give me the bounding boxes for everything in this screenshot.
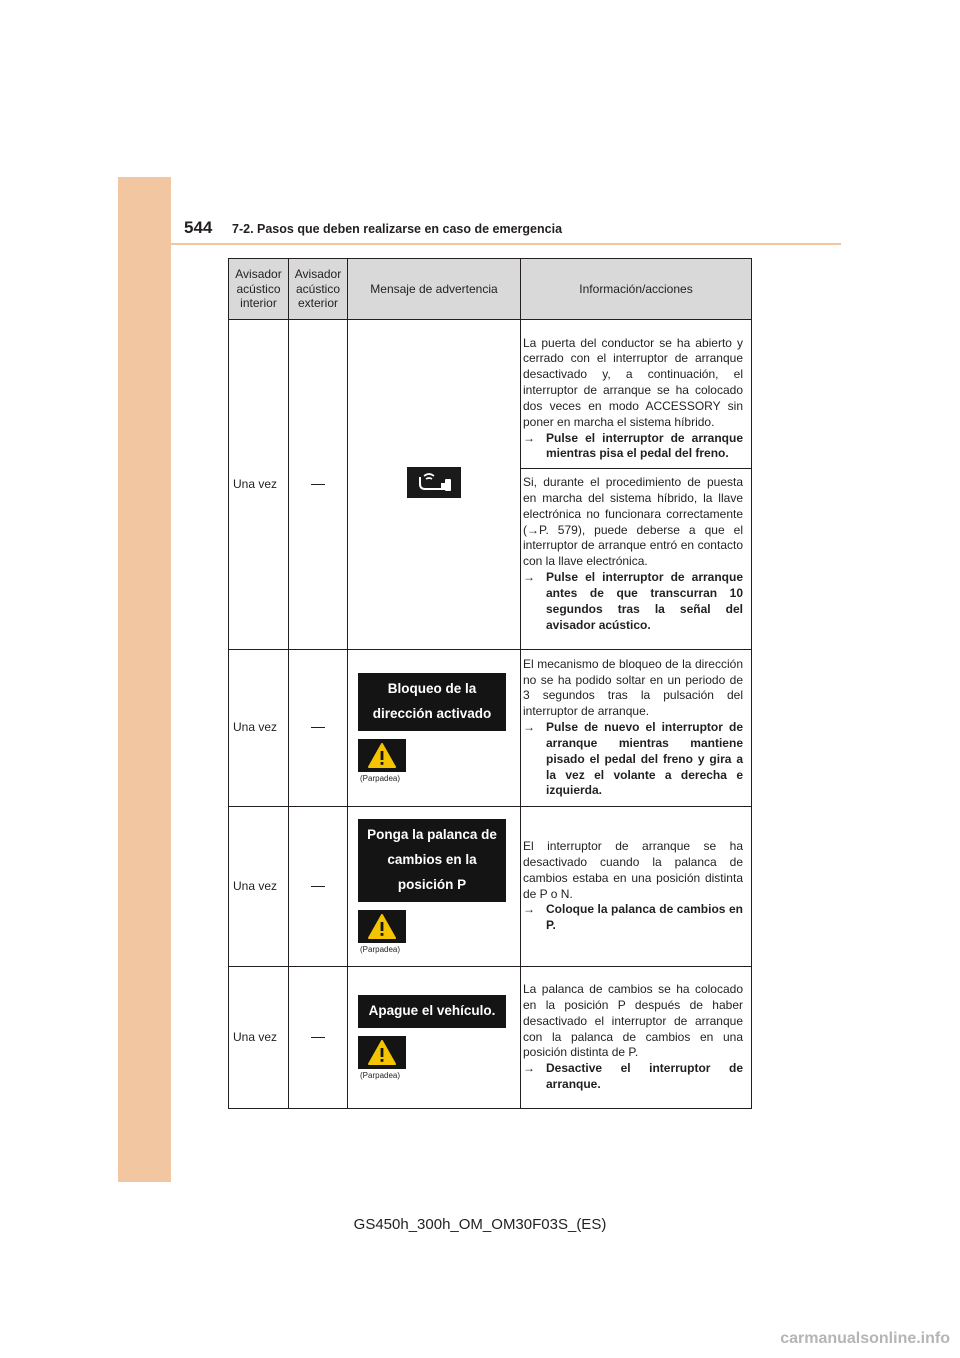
header-warning-message: Mensaje de advertencia (348, 259, 521, 320)
exterior-buzzer-cell (289, 807, 348, 967)
info-cell (521, 967, 752, 1109)
footer-document-code: GS450h_300h_OM_OM30F03S_(ES) (353, 1216, 607, 1233)
arrow-icon: → (523, 1061, 535, 1076)
header-exterior-buzzer: Avisador acústico exterior (289, 259, 348, 320)
table-header-row (229, 259, 752, 320)
warning-triangle-icon (358, 739, 406, 772)
watermark: carmanualsonline.info (780, 1330, 950, 1347)
dash-mark (311, 1037, 325, 1038)
interior-buzzer-cell: Una vez (229, 807, 289, 967)
action-label: Desactive el interruptor de arranque. (546, 1061, 743, 1092)
table-row (229, 967, 752, 1109)
key-warning-icon (407, 467, 461, 498)
info-text: Si, durante el procedimiento de puesta en marcha del sistema híbrido, la llave electrónica no funcionara correctamente (→P. 579), puede deberse a que el interruptor de arranque entró en contacto con la llave electrónica. (523, 475, 743, 569)
warning-message-cell (348, 967, 521, 1109)
arrow-icon: → (523, 430, 535, 445)
header-info-actions: Información/acciones (521, 259, 752, 320)
dash-mark (311, 886, 325, 887)
action-text (523, 431, 743, 463)
warning-message-cell (348, 320, 521, 650)
exterior-buzzer-cell (289, 967, 348, 1109)
header-interior-buzzer: Avisador acústico interior (229, 259, 289, 320)
arrow-icon: → (523, 720, 535, 735)
info-cell (521, 650, 752, 807)
exterior-buzzer-cell (289, 320, 348, 650)
info-text: El interruptor de arranque se ha desactivado cuando la palanca de cambios estaba en una posición distinta de P o N. (523, 839, 743, 901)
dash-mark (311, 484, 325, 485)
warning-message-cell (348, 807, 521, 967)
interior-buzzer-cell: Una vez (229, 967, 289, 1109)
action-text (523, 570, 743, 633)
info-text: La palanca de cambios se ha colocado en la posición P después de haber desactivado el interruptor de arranque con la palanca de cambios en una posición distinta de P. (523, 982, 743, 1060)
blink-label: (Parpadea) (360, 773, 401, 783)
info-text: La puerta del conductor se ha abierto y cerrado con el interruptor de arranque desactivado y, a continuación, el interruptor de arranque se ha colocado dos veces en modo ACCESSORY sin poner en marcha el sistema híbrido. (523, 335, 743, 429)
info-cell (521, 807, 752, 967)
interior-buzzer-cell: Una vez (229, 320, 289, 650)
table-row (229, 320, 752, 650)
info-cell (521, 320, 752, 650)
action-label: Pulse el interruptor de arranque mientras pisa el pedal del freno. (546, 430, 743, 461)
action-text (523, 902, 743, 934)
section-title: 7-2. Pasos que deben realizarse en caso de emergencia (232, 222, 563, 236)
blink-label: (Parpadea) (360, 944, 401, 954)
display-message: Apague el vehículo. (358, 995, 506, 1028)
action-text (523, 1061, 743, 1093)
dash-mark (311, 727, 325, 728)
action-label: Pulse de nuevo el interruptor de arranque mientras mantiene pisado el pedal del freno y gira a la vez el volante a derecha e izquierda. (546, 720, 743, 798)
arrow-icon: → (523, 902, 535, 917)
header-rule (171, 243, 841, 245)
table-row (229, 807, 752, 967)
arrow-icon: → (523, 570, 535, 585)
action-label: Coloque la palanca de cambios en P. (546, 902, 743, 933)
warning-triangle-icon (358, 910, 406, 943)
info-block (521, 469, 751, 639)
page-number: 544 (184, 218, 213, 237)
side-tab (118, 177, 171, 1182)
table-row (229, 650, 752, 807)
warning-triangle-icon (358, 1036, 406, 1069)
action-label: Pulse el interruptor de arranque antes de que transcurran 10 segundos tras la señal del avisador acústico. (546, 570, 743, 632)
interior-buzzer-cell: Una vez (229, 650, 289, 807)
blink-label: (Parpadea) (360, 1070, 401, 1080)
warning-message-cell (348, 650, 521, 807)
action-text (523, 720, 743, 799)
display-message: Bloqueo de la dirección activado (358, 673, 506, 731)
info-text: El mecanismo de bloqueo de la dirección no se ha podido soltar en un periodo de 3 segundos tras la pulsación del interruptor de arranque. (523, 656, 743, 719)
display-message: Ponga la palanca de cambios en la posición P (358, 819, 506, 902)
warning-table (228, 258, 752, 1109)
exterior-buzzer-cell (289, 650, 348, 807)
info-block (521, 330, 751, 470)
